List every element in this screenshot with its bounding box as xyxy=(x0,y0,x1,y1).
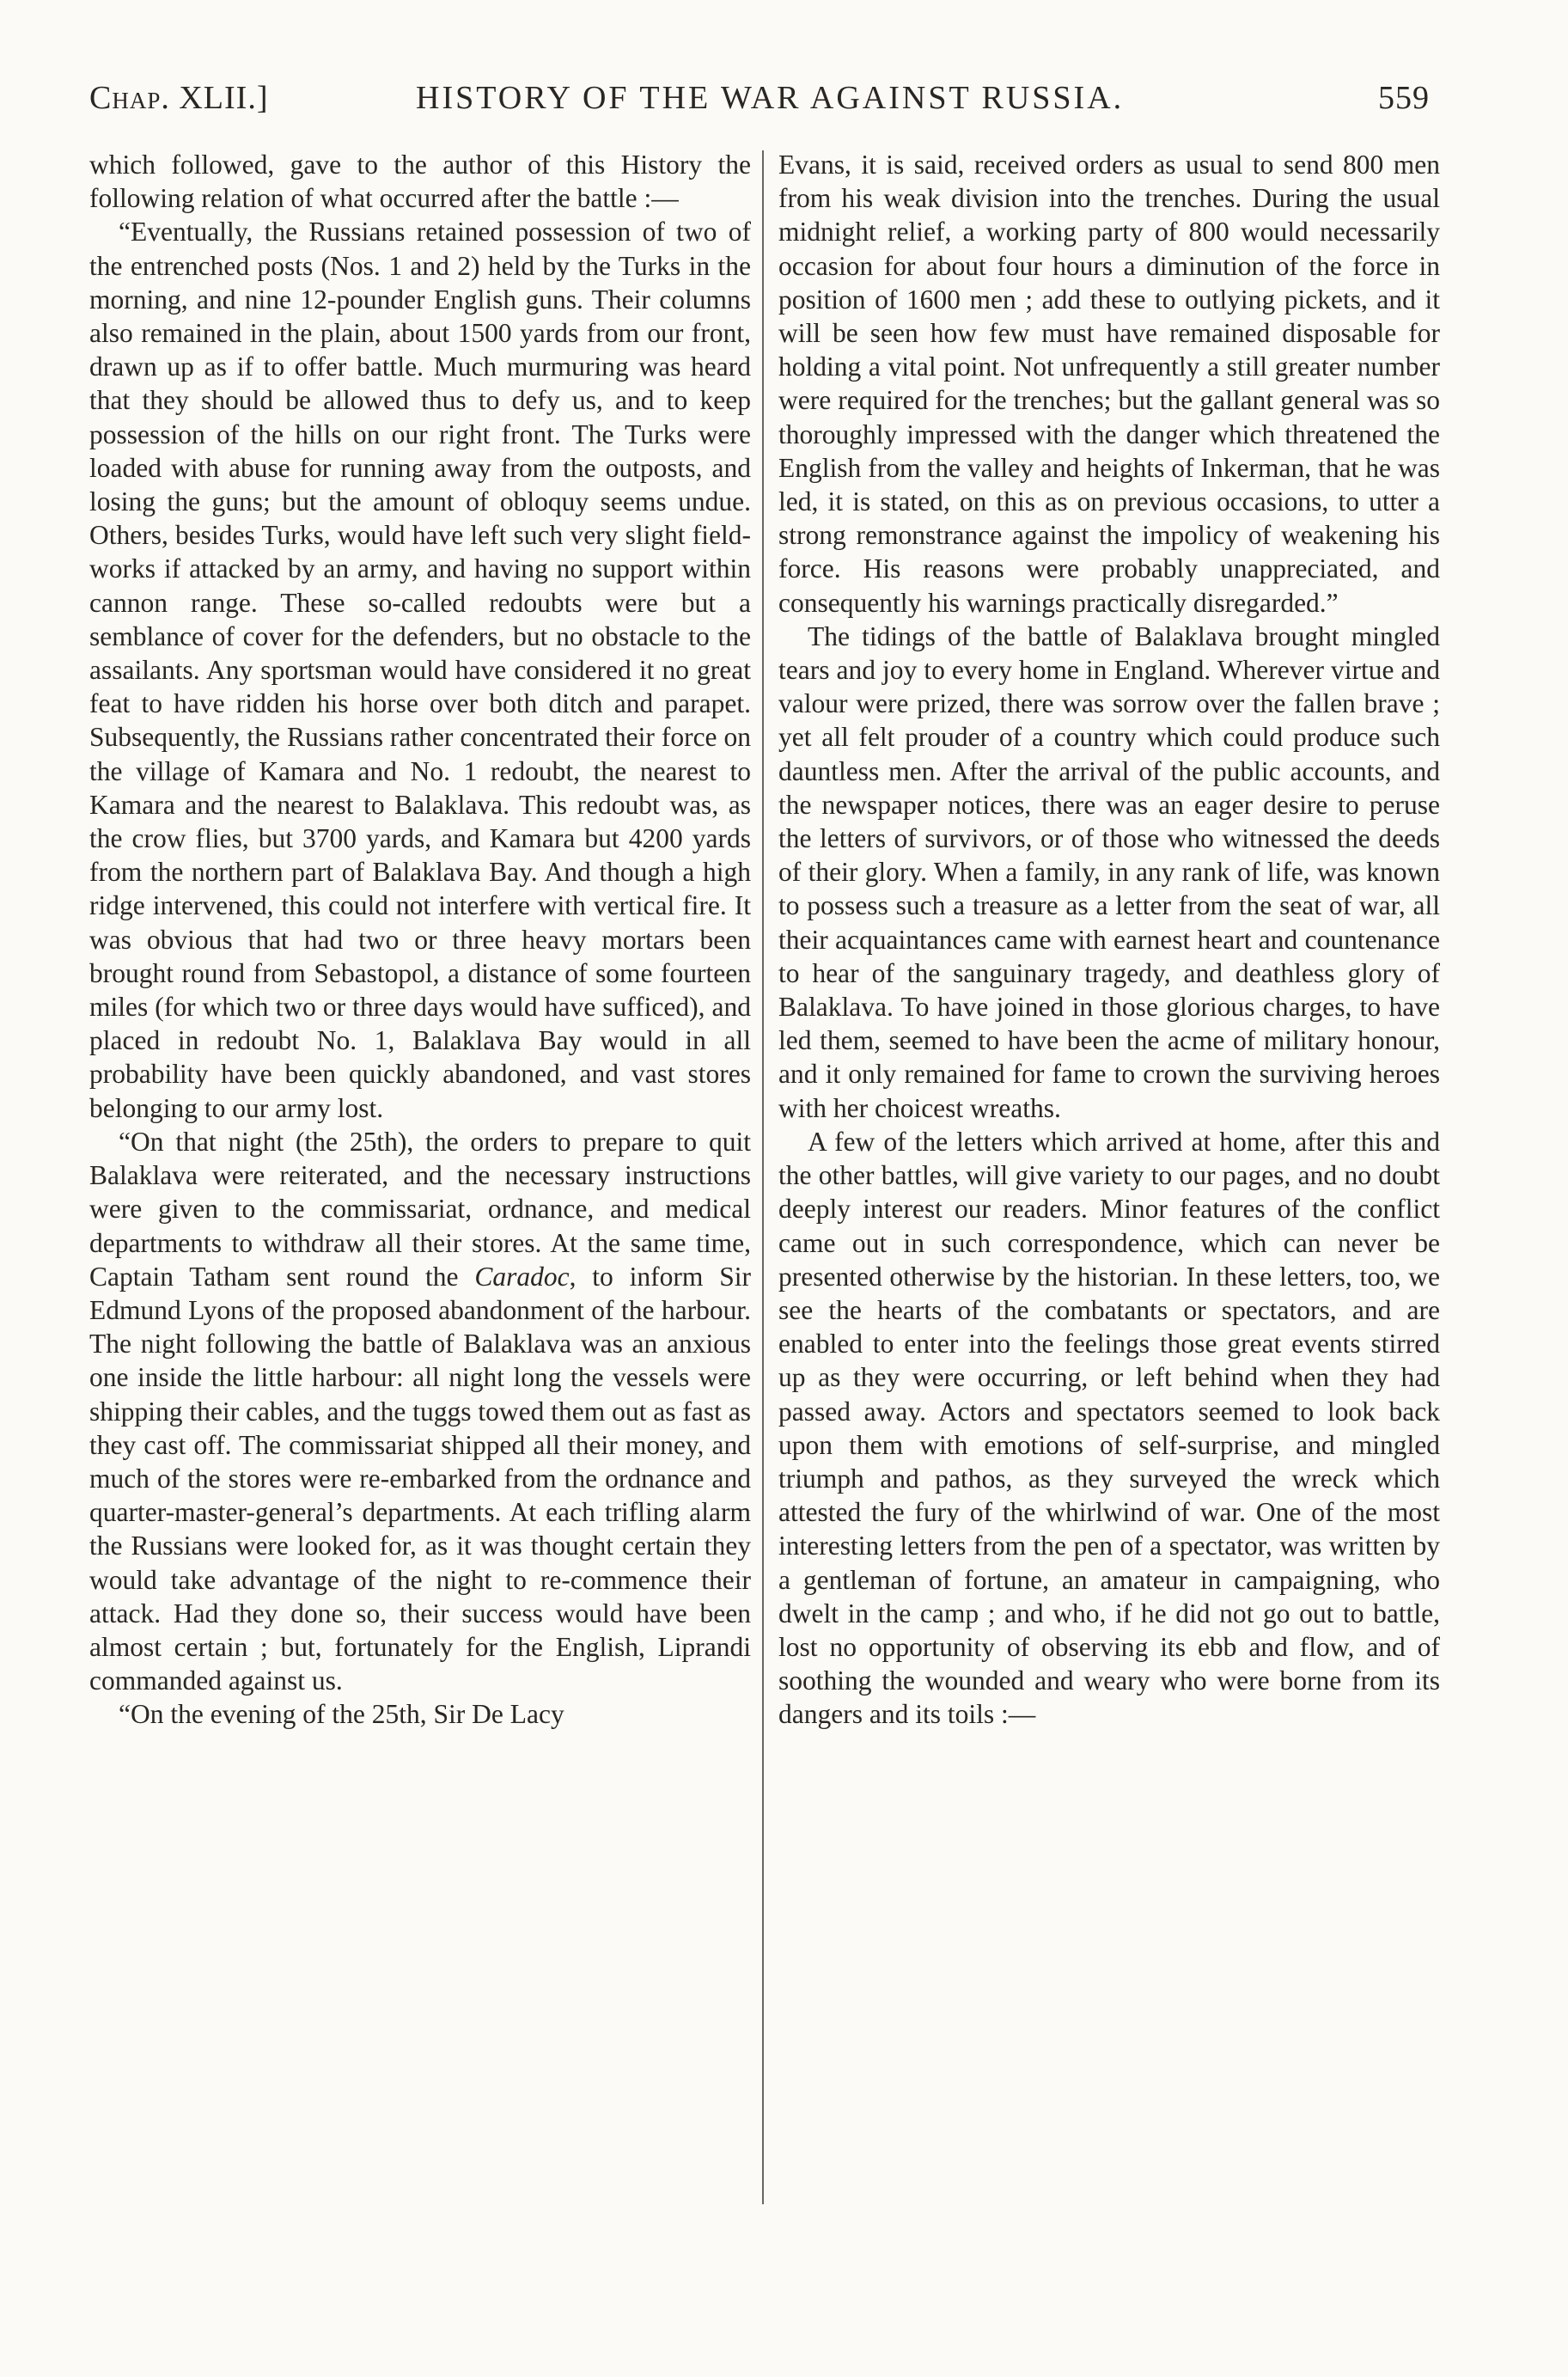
column-divider xyxy=(762,150,764,2204)
ship-name-caradoc: Caradoc xyxy=(474,1261,570,1292)
page-number: 559 xyxy=(1378,80,1430,116)
left-paragraph-2: “Eventually, the Russians retained possession of two of the entrenched posts (Nos. 1 and 2) held by the Turks in the morning, and nine 12-pounder English guns. Their columns also remained in the plain, about 1500 yards from our front, drawn up as if to offer battle. Much murmuring was heard that they should be allowed thus to defy us, and to keep possession of the hills on our right front. The Turks were loaded with abuse for running away from the outposts, and losing the guns; but the amount of obloquy seems undue. Others, besides Turks, would have left such very slight field-works if attacked by an army, and having no support within cannon range. These so-called redoubts were but a semblance of cover for the defenders, but no obstacle to the assailants. Any sportsman would have considered it no great feat to have ridden his horse over both ditch and parapet. Subsequently, the Russians rather concentrated their force on the village of Kamara and No. 1 redoubt, the nearest to Kamara and the nearest to Balaklava. This redoubt was, as the crow flies, but 3700 yards, and Kamara but 4200 yards from the northern part of Balaklava Bay. And though a high ridge intervened, this could not interfere with vertical fire. It was obvious that had two or three heavy mortars been brought round from Sebastopol, a distance of some fourteen miles (for which two or three days would have sufficed), and placed in redoubt No. 1, Balaklava Bay would in all probability have been quickly abandoned, and vast stores belonging to our army lost. xyxy=(89,217,751,1123)
left-column xyxy=(89,148,751,1732)
chapter-label: Chap. XLII.] xyxy=(89,80,269,116)
left-paragraph-4: “On the evening of the 25th, Sir De Lacy xyxy=(119,1699,564,1730)
right-paragraph-1: Evans, it is said, received orders as usual to send 800 men from his weak division into the trenches. During the usual midnight relief, a working party of 800 would necessarily occasion for about four hours a diminution of the force in position of 1600 men ; add these to outlying pickets, and it will be seen how few must have remained disposable for holding a vital point. Not unfrequently a still greater number were required for the trenches; but the gallant general was so thoroughly impressed with the danger which threatened the English from the valley and heights of Inkerman, that he was led, it is stated, on this as on previous occasions, to utter a strong remonstrance against the impolicy of weakening his force. His reasons were probably unappreciated, and consequently his warnings practically disregarded.” xyxy=(778,150,1440,618)
right-column xyxy=(778,148,1440,1732)
running-title: HISTORY OF THE WAR AGAINST RUSSIA. xyxy=(416,80,1125,116)
left-paragraph-3 xyxy=(89,1125,751,1697)
running-header xyxy=(89,76,1430,127)
left-paragraph-3-part-b: , to inform Sir Edmund Lyons of the proposed abandonment of the harbour. The night following the battle of Balaklava was an anxious one inside the little harbour: all night long the vessels were shipping their cables, and the tuggs towed them out as fast as they cast off. The commissariat shipped all their money, and much of the stores were re-embarked from the ordnance and quarter-master-general’s departments. At each trifling alarm the Russians were looked for, as it was thought certain they would take advantage of the night to re-commence their attack. Had they done so, their success would have been almost certain ; but, fortunately for the English, Liprandi commanded against us. xyxy=(89,1261,751,1696)
right-paragraph-3: A few of the letters which arrived at home, after this and the other battles, will give variety to our pages, and no doubt deeply interest our readers. Minor features of the conflict came out in such correspondence, which can never be presented otherwise by the historian. In these letters, too, we see the hearts of the combatants or spectators, and are enabled to enter into the feelings those great events stirred up as they were occurring, or left behind when they had passed away. Actors and spectators seemed to look back upon them with emotions of self-surprise, and mingled triumph and pathos, as they surveyed the wreck which attested the fury of the whirlwind of war. One of the most interesting letters from the pen of a spectator, was written by a gentleman of fortune, an amateur in campaigning, who dwelt in the camp ; and who, if he did not go out to battle, lost no opportunity of observing its ebb and flow, and of soothing the wounded and weary who were borne from its dangers and its toils :— xyxy=(778,1126,1440,1730)
left-paragraph-1: which followed, gave to the author of this History the following relation of what occurred after the battle :— xyxy=(89,150,751,214)
left-paragraph-3-part-a: “On that night (the 25th), the orders to prepare to quit Balaklava were reiterated, and the necessary instructions were given to the commissariat, ordnance, and medical departments to withdraw all their stores. At the same time, Captain Tatham sent round the xyxy=(89,1126,751,1292)
right-paragraph-2: The tidings of the battle of Balaklava brought mingled tears and joy to every home in England. Wherever virtue and valour were prized, there was sorrow over the fallen brave ; yet all felt prouder of a country which could produce such dauntless men. After the arrival of the public accounts, and the newspaper notices, there was an eager desire to peruse the letters of survivors, or of those who witnessed the deeds of their glory. When a family, in any rank of life, was known to possess such a treasure as a letter from the seat of war, all their acquaintances came with earnest heart and countenance to hear of the sanguinary tragedy, and deathless glory of Balaklava. To have joined in those glorious charges, to have led them, seemed to have been the acme of military honour, and it only remained for fame to crown the surviving heroes with her choicest wreaths. xyxy=(778,620,1440,1123)
